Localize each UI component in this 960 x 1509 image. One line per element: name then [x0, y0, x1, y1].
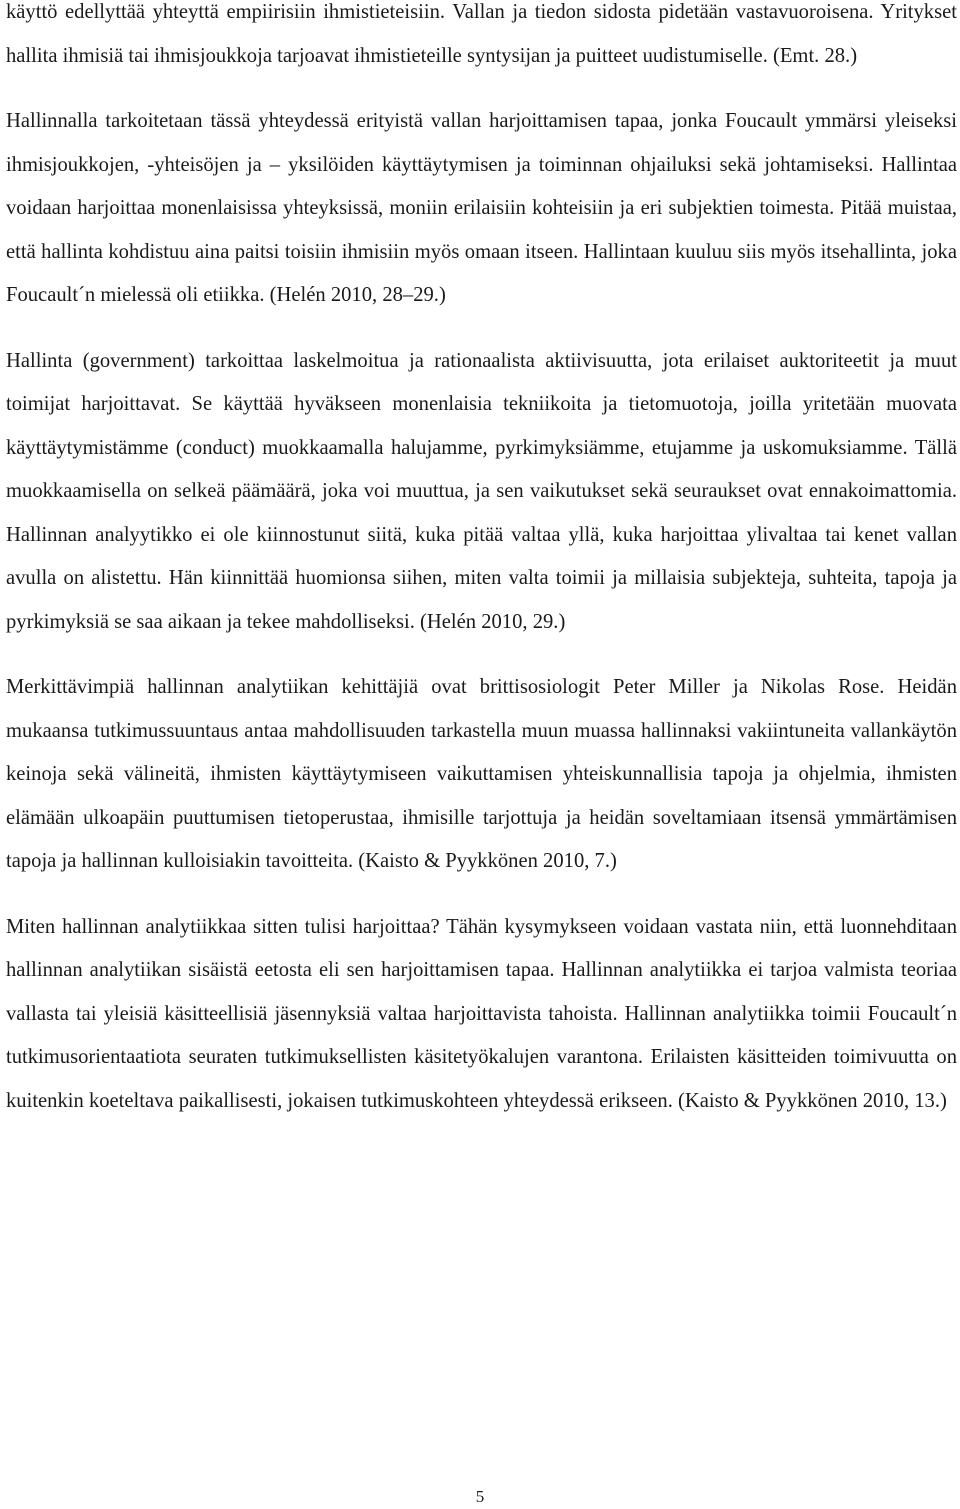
paragraph-2: Hallinnalla tarkoitetaan tässä yhteydessä erityistä vallan harjoittamisen tapaa, jonka Foucault ymmärsi yleiseksi ihmisjoukkojen, -yhteisöjen ja – yksilöiden käyttäytymisen ja toiminnan ohjailuksi sekä johtamiseksi. Hallintaa voidaan harjoittaa monenlaisissa yhteyksissä, moniin erilaisiin kohteisiin ja eri subjektien toimesta. Pitää muistaa, että hallinta kohdistuu aina paitsi toisiin ihmisiin myös omaan itseen. Hallintaan kuuluu siis myös itsehallinta, joka Foucault´n mielessä oli etiikka. (Helén 2010, 28–29.) [6, 110, 957, 306]
paragraph-4: Merkittävimpiä hallinnan analytiikan kehittäjiä ovat brittisosiologit Peter Miller ja Nikolas Rose. Heidän mukaansa tutkimussuuntaus antaa mahdollisuuden tarkastella muun muassa hallinnaksi vakiintuneita vallankäytön keinoja sekä välineitä, ihmisten käyttäytymiseen vaikuttamisen yhteiskunnallisia tapoja ja ohjelmia, ihmisten elämään ulkoapäin puuttumisen tietoperustaa, ihmisille tarjottuja ja heidän soveltamiaan itsensä ymmärtämisen tapoja ja hallinnan kulloisiakin tavoitteita. (Kaisto & Pyykkönen 2010, 7.) [6, 676, 957, 872]
document-body [6, 0, 957, 1123]
paragraph-3: Hallinta (government) tarkoittaa laskelmoitua ja rationaalista aktiivisuutta, jota erilaiset auktoriteetit ja muut toimijat harjoittavat. Se käyttää hyväkseen monenlaisia tekniikoita ja tietomuotoja, joilla yritetään muovata käyttäytymistämme (conduct) muokkaamalla halujamme, pyrkimyksiämme, etujamme ja uskomuksiamme. Tällä muokkaamisella on selkeä päämäärä, joka voi muuttua, ja sen vaikutukset sekä seuraukset ovat ennakoimattomia. Hallinnan analyytikko ei ole kiinnostunut siitä, kuka pitää valtaa yllä, kuka harjoittaa ylivaltaa tai kenet vallan avulla on alistettu. Hän kiinnittää huomionsa siihen, miten valta toimii ja millaisia subjekteja, suhteita, tapoja ja pyrkimyksiä se saa aikaan ja tekee mahdolliseksi. (Helén 2010, 29.) [6, 349, 957, 633]
page-number: 5 [475, 1487, 485, 1506]
paragraph-1: käyttö edellyttää yhteyttä empiirisiin ihmistieteisiin. Vallan ja tiedon sidosta pidetään vastavuoroisena. Yritykset hallita ihmisiä tai ihmisjoukkoja tarjoavat ihmistieteille syntysijan ja puitteet uudistumiselle. (Emt. 28.) [6, 1, 957, 67]
paragraph-5: Miten hallinnan analytiikkaa sitten tulisi harjoittaa? Tähän kysymykseen voidaan vastata niin, että luonnehditaan hallinnan analytiikan sisäistä eetosta eli sen harjoittamisen tapaa. Hallinnan analytiikka ei tarjoa valmista teoriaa vallasta tai yleisiä käsitteellisiä jäsennyksiä valtaa harjoittavista tahoista. Hallinnan analytiikka toimii Foucault´n tutkimusorientaatiota seuraten tutkimuksellisten käsitetyökalujen varantona. Erilaisten käsitteiden toimivuutta on kuitenkin koeteltava paikallisesti, jokaisen tutkimuskohteen yhteydessä erikseen. (Kaisto & Pyykkönen 2010, 13.) [6, 915, 957, 1112]
